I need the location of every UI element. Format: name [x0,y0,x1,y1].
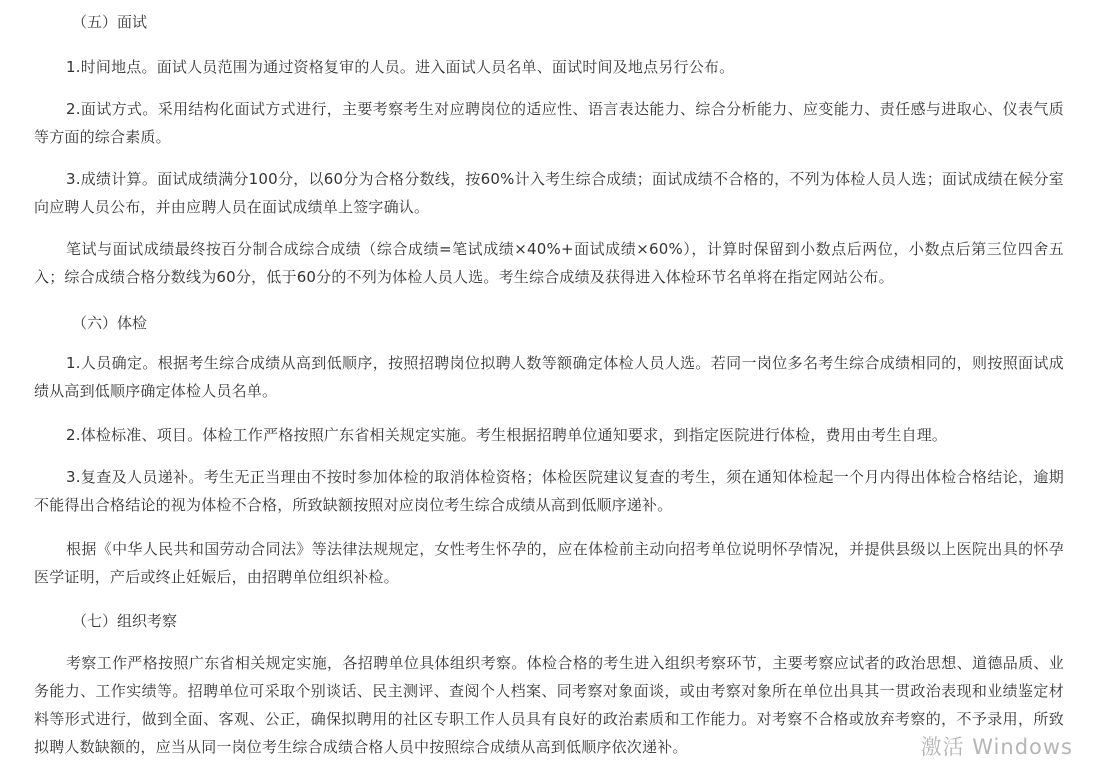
paragraph-combined-score: 笔试与面试成绩最终按百分制合成综合成绩（综合成绩=笔试成绩×40%+面试成绩×60%），计算时保留到小数点后两位，小数点后第三位四舍五入；综合成绩合格分数线为60分，低于60分的不列为体检人员人选。考生综合成绩及获得进入体检环节名单将在指定网站公布。 [34,240,1064,286]
section-heading-interview: （五）面试 [72,13,148,31]
section-heading-organizational-review: （七）组织考察 [72,612,178,630]
windows-activation-watermark: 激活 Windows [920,735,1073,759]
paragraph-review-process: 考察工作严格按照广东省相关规定实施，各招聘单位具体组织考察。体检合格的考生进入组织考察环节，主要考察应试者的政治思想、道德品质、业务能力、工作实绩等。招聘单位可采取个别谈话、民主测评、查阅个人档案、同考察对象面谈，或由考察对象所在单位出具其一贯政治表现和业绩鉴定材料等形式进行，做到全面、客观、公正，确保拟聘用的社区专职工作人员具有良好的政治素质和工作能力。对考察不合格或放弃考察的，不予录用，所致拟聘人数缺额的，应当从同一岗位考生综合成绩合格人员中按照综合成绩从高到低顺序依次递补。 [34,654,1064,756]
paragraph-recheck-replacement: 3.复查及人员递补。考生无正当理由不按时参加体检的取消体检资格；体检医院建议复查的考生，须在通知体检起一个月内得出体检合格结论，逾期不能得出合格结论的视为体检不合格，所致缺额按照对应岗位考生综合成绩从高到低顺序递补。 [34,468,1064,514]
paragraph-exam-standards: 2.体检标准、项目。体检工作严格按照广东省相关规定实施。考生根据招聘单位通知要求，到指定医院进行体检，费用由考生自理。 [66,426,948,444]
section-heading-physical-exam: （六）体检 [72,314,148,332]
paragraph-interview-score: 3.成绩计算。面试成绩满分100分，以60分为合格分数线，按60%计入考生综合成绩；面试成绩不合格的，不列为体检人员人选；面试成绩在候分室向应聘人员公布，并由应聘人员在面试成绩单上签字确认。 [34,170,1064,216]
paragraph-interview-time-place: 1.时间地点。面试人员范围为通过资格复审的人员。进入面试人员名单、面试时间及地点另行公布。 [66,58,735,76]
paragraph-interview-method: 2.面试方式。采用结构化面试方式进行，主要考察考生对应聘岗位的适应性、语言表达能力、综合分析能力、应变能力、责任感与进取心、仪表气质等方面的综合素质。 [34,100,1064,146]
paragraph-pregnancy-rule: 根据《中华人民共和国劳动合同法》等法律法规规定，女性考生怀孕的，应在体检前主动向招考单位说明怀孕情况，并提供县级以上医院出具的怀孕医学证明，产后或终止妊娠后，由招聘单位组织补检。 [34,540,1064,586]
paragraph-personnel-determination: 1.人员确定。根据考生综合成绩从高到低顺序，按照招聘岗位拟聘人数等额确定体检人员人选。若同一岗位多名考生综合成绩相同的，则按照面试成绩从高到低顺序确定体检人员名单。 [34,354,1064,400]
